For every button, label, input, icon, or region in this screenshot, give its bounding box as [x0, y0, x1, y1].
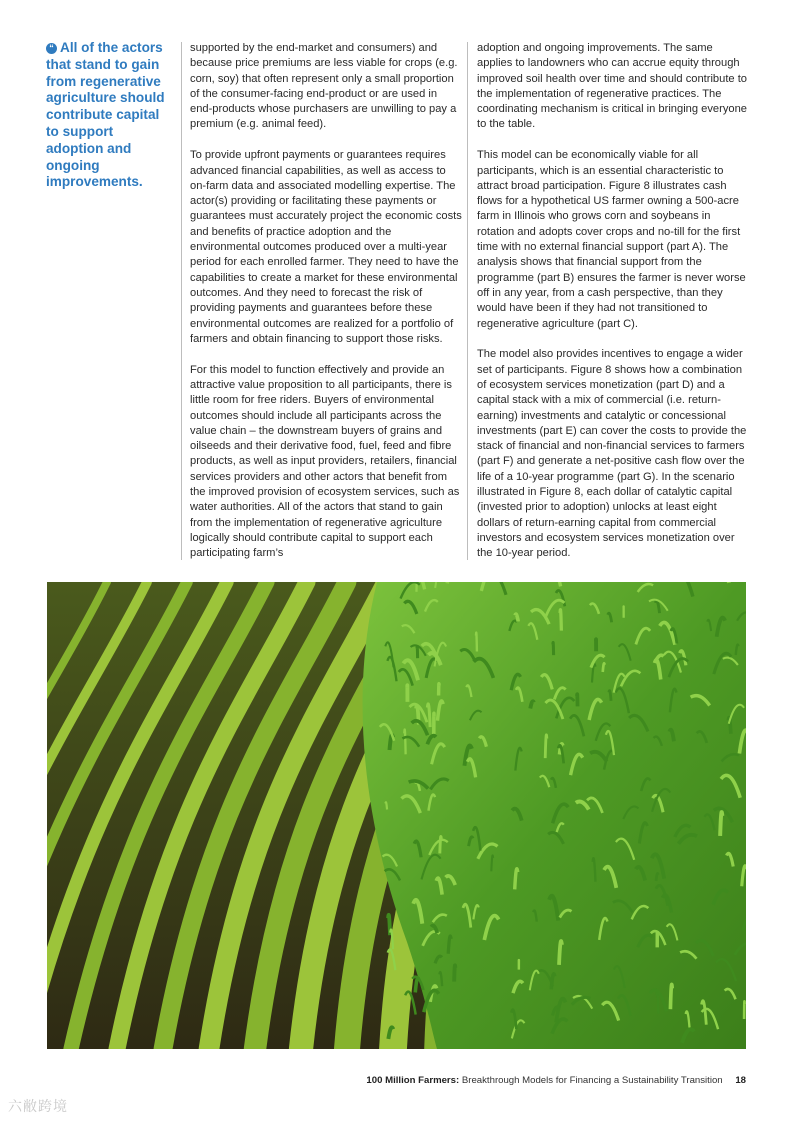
column-divider-right	[467, 42, 468, 560]
corn-leaf	[720, 812, 722, 836]
corn-leaf	[417, 647, 418, 659]
column-divider-left	[181, 42, 182, 560]
report-subtitle: Breakthrough Models for Financing a Sustainability Transition	[461, 1075, 723, 1086]
paragraph: To provide upfront payments or guarantees requires advanced financial capabilities, as well as access to on-farm data and associated modelling expertise. The actor(s) providing or facilitating these payments or guarantees must accurately project the economic costs and benefits of practice adoption and the environmental outcomes produced over a multi-year period for each enrolled farmer. They need to have the capabilities to create a market for these environmental outcomes. And they need to forecast the risk of providing payments and guarantees before these environmental outcomes are realized for a portfolio of farmers and obtain financing to support those risks.	[190, 149, 462, 345]
corn-leaf	[404, 730, 405, 755]
paragraph: This model can be economically viable for all participants, which is an essential characteristic to attract broad participation. Figure 8 illustrates cash flows for a hypothetical US farmer owning a 500-acre farm in Illinois who grows corn and soybeans in rotation and adopts cover crops and no-till for the first time with no external financial support (part A). The analysis shows that financial support from the programme (part B) ensures the farmer is never worse off in any year, from a cash perspective, than they would have been if they had not transitioned to regenerative agriculture (part C).	[477, 149, 746, 330]
paragraph: The model also provides incentives to engage a wider set of participants. Figure 8 shows how a combination of ecosystem services monetization (part D) and a capital stack with a mix of commercial (i.e. return-earning) investments and catalytic or concessional investments (part E) can cover the costs to provide the stack of financial and non-financial services to farmers (part F) and generate a net-positive cash flow over the life of a 10-year programme (part G). In the scenario illustrated in Figure 8, each dollar of catalytic capital (invested prior to adoption) unlocks at least eight dollars of return-earning capital from commercial investors and ecosystem services monetization over the 10-year period.	[477, 348, 747, 560]
quote-mark-icon: “	[46, 43, 57, 54]
watermark-logo	[8, 1096, 68, 1116]
paragraph: For this model to function effectively and provide an attractive value proposition to all participants, there is little room for free riders. Buyers of environmental outcomes should include all participants across the value chain – the downstream buyers of grains and oilseeds and their derivative food, fuel, feed and fibre products, as well as input providers, retailers, financial services providers and other actors that benefit from the improved provision of ecosystem services, such as water authorities. All of the actors that stand to gain from the implementation of regenerative agriculture logically should contribute capital to support each participating farm’s	[190, 363, 460, 560]
corn-leaf	[545, 735, 547, 758]
body-column-1	[190, 41, 462, 577]
crop-field-photo	[47, 582, 746, 1049]
report-title: 100 Million Farmers:	[366, 1075, 460, 1086]
corn-leaf	[553, 642, 554, 655]
pull-quote	[46, 40, 168, 191]
body-column-2	[477, 41, 749, 577]
watermark-text: 六敝跨境	[8, 1098, 68, 1114]
paragraph: adoption and ongoing improvements. The same applies to landowners who can accrue equity through improved soil health over time and should contribute to the implementation of regenerative practices. The coordinating mechanism is critical in bringing everyone to the table.	[477, 42, 748, 131]
pull-quote-text: All of the actors that stand to gain from regenerative agriculture should contribute capital to support adoption and ongoing improvements.	[46, 40, 165, 190]
corn-leaf	[670, 984, 672, 1009]
corn-leaf	[476, 633, 477, 652]
corn-leaf	[560, 610, 561, 631]
paragraph: supported by the end-market and consumers) and because price premiums are less viable for crops (e.g. corn, soy) that often represent only a small proportion of the consumer-facing end-product or are used in end-products whose purchasers are unwilling to pay a premium (e.g. animal feed).	[190, 42, 458, 131]
corn-leaf	[454, 965, 455, 981]
page-number: 18	[735, 1075, 746, 1086]
page-footer	[366, 1075, 746, 1086]
